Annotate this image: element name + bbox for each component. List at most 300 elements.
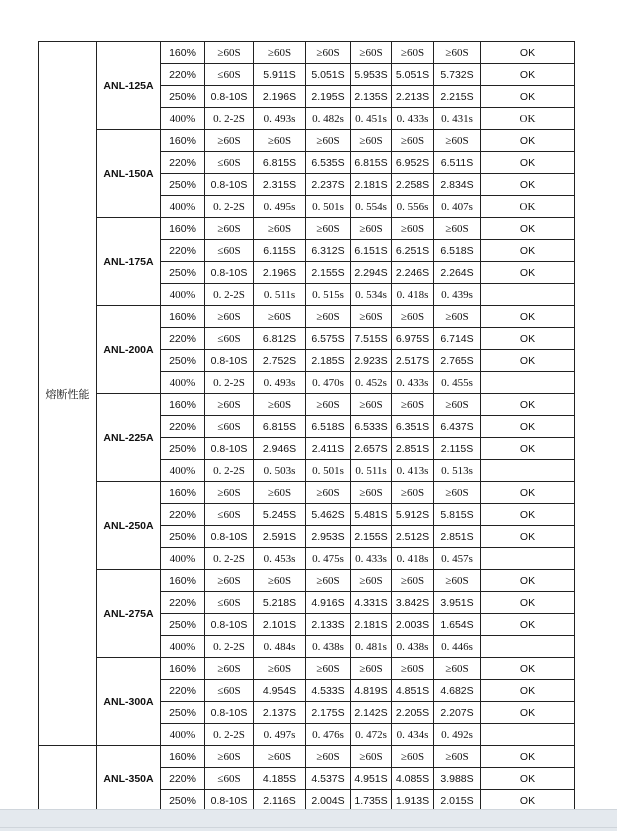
measured-value-cell: ≥60S: [306, 218, 351, 240]
category-cell: 熔断性能: [39, 42, 97, 746]
measured-value-cell: 0. 511s: [351, 460, 392, 482]
current-percent-cell: 160%: [161, 130, 205, 152]
spec-cell: ≥60S: [205, 394, 254, 416]
measured-value-cell: 2.115S: [434, 438, 481, 460]
measured-value-cell: 2.923S: [351, 350, 392, 372]
measured-value-cell: 5.245S: [254, 504, 306, 526]
measured-value-cell: 6.815S: [254, 416, 306, 438]
measured-value-cell: 0. 493s: [254, 108, 306, 130]
result-cell: OK: [481, 438, 575, 460]
measured-value-cell: 2.101S: [254, 614, 306, 636]
current-percent-cell: 220%: [161, 152, 205, 174]
spec-cell: ≥60S: [205, 570, 254, 592]
measured-value-cell: 0. 418s: [392, 284, 434, 306]
result-cell: OK: [481, 746, 575, 768]
measured-value-cell: ≥60S: [306, 746, 351, 768]
current-percent-cell: 220%: [161, 240, 205, 262]
measured-value-cell: 0. 515s: [306, 284, 351, 306]
current-percent-cell: 160%: [161, 306, 205, 328]
measured-value-cell: 6.437S: [434, 416, 481, 438]
measured-value-cell: 2.315S: [254, 174, 306, 196]
measured-value-cell: ≥60S: [392, 306, 434, 328]
measured-value-cell: 2.851S: [392, 438, 434, 460]
measured-value-cell: 2.181S: [351, 174, 392, 196]
measured-value-cell: ≥60S: [392, 42, 434, 64]
spec-cell: ≥60S: [205, 218, 254, 240]
current-percent-cell: 400%: [161, 196, 205, 218]
spec-cell: ≥60S: [205, 306, 254, 328]
measured-value-cell: 6.251S: [392, 240, 434, 262]
result-cell: [481, 284, 575, 306]
table-row: [39, 394, 575, 416]
measured-value-cell: 6.575S: [306, 328, 351, 350]
measured-value-cell: 6.714S: [434, 328, 481, 350]
result-cell: OK: [481, 768, 575, 790]
current-percent-cell: 250%: [161, 614, 205, 636]
result-cell: OK: [481, 394, 575, 416]
measured-value-cell: 4.085S: [392, 768, 434, 790]
result-cell: OK: [481, 262, 575, 284]
spec-cell: 0.8-10S: [205, 702, 254, 724]
result-cell: OK: [481, 482, 575, 504]
measured-value-cell: 5.732S: [434, 64, 481, 86]
measured-value-cell: 0. 470s: [306, 372, 351, 394]
table-row: [39, 218, 575, 240]
measured-value-cell: ≥60S: [351, 746, 392, 768]
current-percent-cell: 220%: [161, 64, 205, 86]
result-cell: [481, 372, 575, 394]
result-cell: OK: [481, 152, 575, 174]
model-cell: ANL-225A: [97, 394, 161, 482]
measured-value-cell: ≥60S: [306, 394, 351, 416]
measured-value-cell: 2.196S: [254, 86, 306, 108]
measured-value-cell: ≥60S: [306, 570, 351, 592]
measured-value-cell: 0. 438s: [306, 636, 351, 658]
measured-value-cell: ≥60S: [351, 218, 392, 240]
measured-value-cell: 2.205S: [392, 702, 434, 724]
result-cell: [481, 724, 575, 746]
model-cell: ANL-200A: [97, 306, 161, 394]
spec-cell: 0.8-10S: [205, 790, 254, 812]
measured-value-cell: 2.752S: [254, 350, 306, 372]
measured-value-cell: ≥60S: [351, 42, 392, 64]
measured-value-cell: 6.952S: [392, 152, 434, 174]
measured-value-cell: 5.462S: [306, 504, 351, 526]
measured-value-cell: 0. 455s: [434, 372, 481, 394]
measured-value-cell: 0. 433s: [351, 548, 392, 570]
result-cell: [481, 636, 575, 658]
measured-value-cell: ≥60S: [306, 42, 351, 64]
measured-value-cell: 6.518S: [434, 240, 481, 262]
measured-value-cell: ≥60S: [392, 130, 434, 152]
measured-value-cell: 2.135S: [351, 86, 392, 108]
result-cell: OK: [481, 570, 575, 592]
measured-value-cell: 0. 482s: [306, 108, 351, 130]
current-percent-cell: 250%: [161, 86, 205, 108]
measured-value-cell: 0. 501s: [306, 460, 351, 482]
measured-value-cell: 0. 493s: [254, 372, 306, 394]
current-percent-cell: 400%: [161, 460, 205, 482]
result-cell: OK: [481, 350, 575, 372]
measured-value-cell: 2.851S: [434, 526, 481, 548]
measured-value-cell: 4.819S: [351, 680, 392, 702]
measured-value-cell: 4.851S: [392, 680, 434, 702]
measured-value-cell: 0. 431s: [434, 108, 481, 130]
measured-value-cell: 0. 476s: [306, 724, 351, 746]
measured-value-cell: 2.185S: [306, 350, 351, 372]
measured-value-cell: ≥60S: [254, 658, 306, 680]
measured-value-cell: 3.988S: [434, 768, 481, 790]
measured-value-cell: ≥60S: [351, 658, 392, 680]
result-cell: OK: [481, 306, 575, 328]
measured-value-cell: 1.654S: [434, 614, 481, 636]
current-percent-cell: 400%: [161, 372, 205, 394]
current-percent-cell: 160%: [161, 482, 205, 504]
measured-value-cell: 2.155S: [351, 526, 392, 548]
measured-value-cell: 0. 407s: [434, 196, 481, 218]
measured-value-cell: 4.331S: [351, 592, 392, 614]
measured-value-cell: ≥60S: [434, 658, 481, 680]
table-row: [39, 42, 575, 64]
result-cell: OK: [481, 592, 575, 614]
measured-value-cell: 1.735S: [351, 790, 392, 812]
table-row: [39, 482, 575, 504]
result-cell: OK: [481, 680, 575, 702]
current-percent-cell: 400%: [161, 636, 205, 658]
spec-cell: 0. 2-2S: [205, 548, 254, 570]
measured-value-cell: 0. 556s: [392, 196, 434, 218]
measured-value-cell: 0. 446s: [434, 636, 481, 658]
measured-value-cell: ≥60S: [434, 746, 481, 768]
measured-value-cell: 4.916S: [306, 592, 351, 614]
result-cell: OK: [481, 130, 575, 152]
result-cell: OK: [481, 218, 575, 240]
model-cell: ANL-350A: [97, 746, 161, 812]
spec-cell: 0.8-10S: [205, 614, 254, 636]
current-percent-cell: 160%: [161, 570, 205, 592]
measured-value-cell: 6.312S: [306, 240, 351, 262]
current-percent-cell: 160%: [161, 658, 205, 680]
spec-cell: 0. 2-2S: [205, 284, 254, 306]
measured-value-cell: 5.051S: [392, 64, 434, 86]
measured-value-cell: 2.195S: [306, 86, 351, 108]
measured-value-cell: 5.911S: [254, 64, 306, 86]
measured-value-cell: ≥60S: [351, 394, 392, 416]
model-cell: ANL-275A: [97, 570, 161, 658]
spec-cell: ≥60S: [205, 482, 254, 504]
spec-cell: 0. 2-2S: [205, 196, 254, 218]
measured-value-cell: 2.133S: [306, 614, 351, 636]
measured-value-cell: 6.535S: [306, 152, 351, 174]
current-percent-cell: 400%: [161, 108, 205, 130]
measured-value-cell: 6.815S: [351, 152, 392, 174]
current-percent-cell: 400%: [161, 724, 205, 746]
measured-value-cell: 4.537S: [306, 768, 351, 790]
measured-value-cell: ≥60S: [434, 394, 481, 416]
measured-value-cell: 0. 453s: [254, 548, 306, 570]
measured-value-cell: ≥60S: [434, 130, 481, 152]
measured-value-cell: 0. 439s: [434, 284, 481, 306]
measured-value-cell: 5.953S: [351, 64, 392, 86]
measured-value-cell: 0. 475s: [306, 548, 351, 570]
measured-value-cell: ≥60S: [392, 482, 434, 504]
measured-value-cell: 2.142S: [351, 702, 392, 724]
measured-value-cell: 4.533S: [306, 680, 351, 702]
measured-value-cell: 0. 418s: [392, 548, 434, 570]
measured-value-cell: 2.246S: [392, 262, 434, 284]
model-cell: ANL-300A: [97, 658, 161, 746]
measured-value-cell: 5.815S: [434, 504, 481, 526]
document-page: [38, 41, 575, 812]
measured-value-cell: 0. 451s: [351, 108, 392, 130]
table-row: [39, 570, 575, 592]
measured-value-cell: ≥60S: [254, 570, 306, 592]
spec-cell: ≤60S: [205, 152, 254, 174]
current-percent-cell: 250%: [161, 262, 205, 284]
measured-value-cell: 0. 484s: [254, 636, 306, 658]
spec-cell: ≤60S: [205, 240, 254, 262]
current-percent-cell: 250%: [161, 438, 205, 460]
current-percent-cell: 160%: [161, 394, 205, 416]
measured-value-cell: 0. 511s: [254, 284, 306, 306]
spec-cell: 0.8-10S: [205, 350, 254, 372]
measured-value-cell: 6.511S: [434, 152, 481, 174]
measured-value-cell: 2.512S: [392, 526, 434, 548]
measured-value-cell: 0. 452s: [351, 372, 392, 394]
spec-cell: ≥60S: [205, 42, 254, 64]
category-cell-empty: [39, 746, 97, 812]
table-row: [39, 306, 575, 328]
spec-cell: ≤60S: [205, 768, 254, 790]
spec-cell: 0. 2-2S: [205, 372, 254, 394]
measured-value-cell: 6.151S: [351, 240, 392, 262]
measured-value-cell: 2.004S: [306, 790, 351, 812]
spec-cell: 0. 2-2S: [205, 108, 254, 130]
measured-value-cell: ≥60S: [254, 218, 306, 240]
measured-value-cell: ≥60S: [254, 482, 306, 504]
spec-cell: 0. 2-2S: [205, 724, 254, 746]
current-percent-cell: 250%: [161, 174, 205, 196]
model-cell: ANL-175A: [97, 218, 161, 306]
spec-cell: ≥60S: [205, 130, 254, 152]
spec-cell: ≤60S: [205, 328, 254, 350]
spec-cell: 0.8-10S: [205, 262, 254, 284]
measured-value-cell: 2.657S: [351, 438, 392, 460]
measured-value-cell: ≥60S: [392, 218, 434, 240]
measured-value-cell: ≥60S: [392, 746, 434, 768]
measured-value-cell: 5.051S: [306, 64, 351, 86]
measured-value-cell: 2.765S: [434, 350, 481, 372]
table-row: [39, 130, 575, 152]
spec-cell: ≥60S: [205, 746, 254, 768]
current-percent-cell: 160%: [161, 42, 205, 64]
measured-value-cell: ≥60S: [434, 570, 481, 592]
measured-value-cell: ≥60S: [351, 570, 392, 592]
measured-value-cell: 6.115S: [254, 240, 306, 262]
measured-value-cell: 2.015S: [434, 790, 481, 812]
measured-value-cell: 2.213S: [392, 86, 434, 108]
model-cell: ANL-150A: [97, 130, 161, 218]
window-bottom-bar: [0, 809, 617, 831]
current-percent-cell: 250%: [161, 350, 205, 372]
measured-value-cell: 0. 501s: [306, 196, 351, 218]
measured-value-cell: ≥60S: [254, 306, 306, 328]
measured-value-cell: 2.215S: [434, 86, 481, 108]
result-cell: OK: [481, 86, 575, 108]
model-cell: ANL-125A: [97, 42, 161, 130]
measured-value-cell: 5.912S: [392, 504, 434, 526]
spec-cell: 0. 2-2S: [205, 636, 254, 658]
measured-value-cell: ≥60S: [254, 394, 306, 416]
measured-value-cell: 2.517S: [392, 350, 434, 372]
measured-value-cell: 0. 413s: [392, 460, 434, 482]
table-row: [39, 658, 575, 680]
current-percent-cell: 250%: [161, 702, 205, 724]
result-cell: [481, 548, 575, 570]
spec-cell: 0.8-10S: [205, 526, 254, 548]
result-cell: OK: [481, 658, 575, 680]
measured-value-cell: 4.951S: [351, 768, 392, 790]
measured-value-cell: 1.913S: [392, 790, 434, 812]
spec-cell: 0.8-10S: [205, 174, 254, 196]
measured-value-cell: 6.518S: [306, 416, 351, 438]
measured-value-cell: 6.351S: [392, 416, 434, 438]
measured-value-cell: 6.812S: [254, 328, 306, 350]
measured-value-cell: 2.196S: [254, 262, 306, 284]
result-cell: OK: [481, 416, 575, 438]
spec-cell: ≤60S: [205, 680, 254, 702]
current-percent-cell: 220%: [161, 416, 205, 438]
result-cell: OK: [481, 702, 575, 724]
measured-value-cell: 0. 513s: [434, 460, 481, 482]
measured-value-cell: ≥60S: [254, 130, 306, 152]
measured-value-cell: 0. 434s: [392, 724, 434, 746]
spec-cell: ≤60S: [205, 504, 254, 526]
current-percent-cell: 250%: [161, 790, 205, 812]
measured-value-cell: 0. 534s: [351, 284, 392, 306]
measured-value-cell: 0. 438s: [392, 636, 434, 658]
measured-value-cell: 4.954S: [254, 680, 306, 702]
current-percent-cell: 160%: [161, 218, 205, 240]
measured-value-cell: ≥60S: [306, 482, 351, 504]
measured-value-cell: 0. 503s: [254, 460, 306, 482]
measured-value-cell: 2.207S: [434, 702, 481, 724]
measured-value-cell: 2.175S: [306, 702, 351, 724]
measured-value-cell: 2.411S: [306, 438, 351, 460]
measured-value-cell: 2.834S: [434, 174, 481, 196]
current-percent-cell: 160%: [161, 746, 205, 768]
measured-value-cell: ≥60S: [254, 42, 306, 64]
measured-value-cell: ≥60S: [351, 130, 392, 152]
measured-value-cell: ≥60S: [434, 218, 481, 240]
result-cell: OK: [481, 108, 575, 130]
spec-cell: ≤60S: [205, 592, 254, 614]
measured-value-cell: 4.185S: [254, 768, 306, 790]
result-cell: OK: [481, 504, 575, 526]
current-percent-cell: 220%: [161, 592, 205, 614]
measured-value-cell: 7.515S: [351, 328, 392, 350]
result-cell: OK: [481, 64, 575, 86]
spec-cell: 0.8-10S: [205, 86, 254, 108]
measured-value-cell: ≥60S: [434, 42, 481, 64]
result-cell: OK: [481, 328, 575, 350]
measured-value-cell: 2.953S: [306, 526, 351, 548]
current-percent-cell: 220%: [161, 680, 205, 702]
current-percent-cell: 250%: [161, 526, 205, 548]
measured-value-cell: 2.591S: [254, 526, 306, 548]
result-cell: OK: [481, 174, 575, 196]
measured-value-cell: ≥60S: [351, 306, 392, 328]
measured-value-cell: 3.842S: [392, 592, 434, 614]
measured-value-cell: 2.137S: [254, 702, 306, 724]
measured-value-cell: 5.481S: [351, 504, 392, 526]
measured-value-cell: ≥60S: [392, 658, 434, 680]
spec-cell: 0. 2-2S: [205, 460, 254, 482]
current-percent-cell: 400%: [161, 548, 205, 570]
measured-value-cell: ≥60S: [434, 306, 481, 328]
measured-value-cell: 6.533S: [351, 416, 392, 438]
result-cell: OK: [481, 526, 575, 548]
current-percent-cell: 220%: [161, 768, 205, 790]
measured-value-cell: 0. 433s: [392, 372, 434, 394]
measured-value-cell: 3.951S: [434, 592, 481, 614]
measured-value-cell: 0. 492s: [434, 724, 481, 746]
result-cell: OK: [481, 790, 575, 812]
measured-value-cell: 2.181S: [351, 614, 392, 636]
result-cell: OK: [481, 196, 575, 218]
spec-cell: ≤60S: [205, 416, 254, 438]
measured-value-cell: 2.116S: [254, 790, 306, 812]
measured-value-cell: 2.258S: [392, 174, 434, 196]
measured-value-cell: ≥60S: [392, 570, 434, 592]
measured-value-cell: 5.218S: [254, 592, 306, 614]
current-percent-cell: 400%: [161, 284, 205, 306]
measured-value-cell: ≥60S: [351, 482, 392, 504]
spec-cell: 0.8-10S: [205, 438, 254, 460]
result-cell: [481, 460, 575, 482]
current-percent-cell: 220%: [161, 504, 205, 526]
current-percent-cell: 220%: [161, 328, 205, 350]
measured-value-cell: 0. 472s: [351, 724, 392, 746]
measured-value-cell: 6.815S: [254, 152, 306, 174]
measured-value-cell: 2.294S: [351, 262, 392, 284]
measured-value-cell: 6.975S: [392, 328, 434, 350]
measured-value-cell: ≥60S: [254, 746, 306, 768]
measured-value-cell: 0. 495s: [254, 196, 306, 218]
result-cell: OK: [481, 42, 575, 64]
measured-value-cell: 4.682S: [434, 680, 481, 702]
fuse-performance-table: [38, 41, 575, 812]
measured-value-cell: ≥60S: [306, 130, 351, 152]
measured-value-cell: 2.264S: [434, 262, 481, 284]
measured-value-cell: ≥60S: [306, 306, 351, 328]
measured-value-cell: 0. 433s: [392, 108, 434, 130]
measured-value-cell: ≥60S: [392, 394, 434, 416]
model-cell: ANL-250A: [97, 482, 161, 570]
measured-value-cell: 2.237S: [306, 174, 351, 196]
spec-cell: ≥60S: [205, 658, 254, 680]
measured-value-cell: 2.946S: [254, 438, 306, 460]
measured-value-cell: 0. 554s: [351, 196, 392, 218]
result-cell: OK: [481, 240, 575, 262]
measured-value-cell: 2.155S: [306, 262, 351, 284]
measured-value-cell: ≥60S: [306, 658, 351, 680]
measured-value-cell: ≥60S: [434, 482, 481, 504]
measured-value-cell: 2.003S: [392, 614, 434, 636]
table-row: [39, 746, 575, 768]
measured-value-cell: 0. 457s: [434, 548, 481, 570]
measured-value-cell: 0. 481s: [351, 636, 392, 658]
